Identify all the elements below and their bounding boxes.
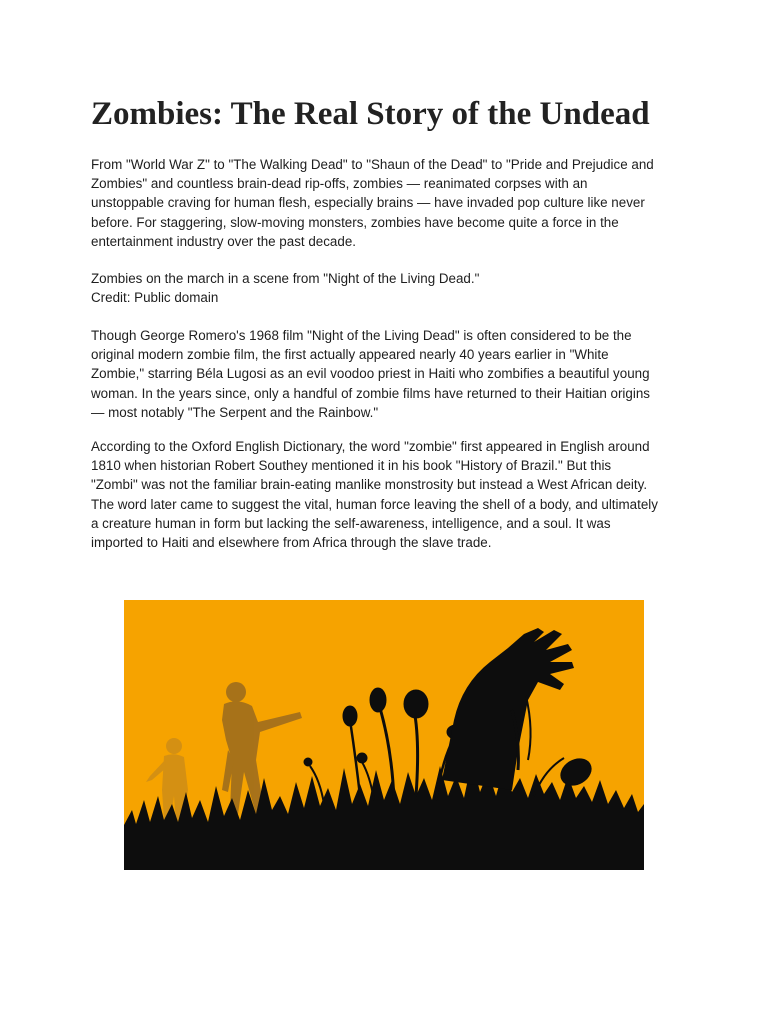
- image-caption: [91, 269, 691, 307]
- text-line: woman. In the years since, only a handful of zombie films have returned to their Haitian origins: [91, 385, 650, 401]
- text-line: before. For staggering, slow-moving monsters, zombies have become quite a force in the: [91, 214, 619, 230]
- text-line: unstoppable craving for human flesh, especially brains — have invaded pop culture like never: [91, 195, 645, 211]
- zombie-silhouette-illustration: [124, 600, 644, 870]
- history-paragraph: [91, 326, 691, 422]
- caption-credit: Credit: Public domain: [91, 290, 219, 306]
- text-line: Zombies" and countless brain-dead rip-offs, zombies — reanimated corpses with an: [91, 176, 588, 192]
- intro-paragraph: [91, 155, 691, 251]
- text-line: From "World War Z" to "The Walking Dead" to "Shaun of the Dead" to "Pride and Prejudice and: [91, 157, 654, 172]
- text-line: original modern zombie film, the first actually appeared nearly 40 years earlier in "White: [91, 347, 609, 363]
- text-line: 1810 when historian Robert Southey mentioned it in his book "History of Brazil." But this: [91, 458, 612, 474]
- illustration-canvas: [124, 600, 644, 870]
- text-line: a creature human in form but lacking the self-awareness, intelligence, and a soul. It was: [91, 515, 611, 531]
- text-line: According to the Oxford English Dictionary, the word "zombie" first appeared in English around: [91, 439, 650, 454]
- text-line: imported to Haiti and elsewhere from Africa through the slave trade.: [91, 535, 492, 551]
- article-title: Zombies: The Real Story of the Undead: [91, 96, 650, 132]
- text-line: Though George Romero's 1968 film "Night of the Living Dead" is often considered to be the: [91, 328, 632, 343]
- text-line: Zombie," starring Béla Lugosi as an evil voodoo priest in Haiti who zombifies a beautiful young: [91, 366, 650, 382]
- text-line: The word later came to suggest the vital, human force leaving the shell of a body, and ultimately: [91, 496, 658, 512]
- text-line: — most notably "The Serpent and the Rainbow.": [91, 404, 379, 420]
- etymology-paragraph: [91, 437, 691, 552]
- text-line: entertainment industry over the past decade.: [91, 233, 356, 249]
- caption-text: Zombies on the march in a scene from "Night of the Living Dead.": [91, 271, 480, 286]
- text-line: "Zombi" was not the familiar brain-eating manlike monstrosity but instead a West African deity.: [91, 477, 648, 493]
